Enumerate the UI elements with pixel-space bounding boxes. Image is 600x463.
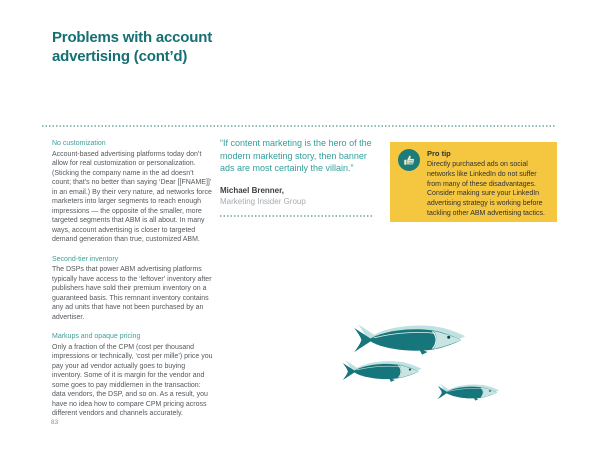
quote-divider — [220, 215, 372, 217]
quote-author: Michael Brenner, — [220, 185, 285, 195]
page-number: 83 — [51, 419, 59, 426]
section-heading: No customization — [52, 140, 106, 147]
page-title: Problems with account advertising (cont’d) — [52, 29, 212, 65]
section-heading: Markups and opaque pricing — [52, 333, 141, 340]
section-heading: Second-tier inventory — [52, 255, 119, 263]
pro-tip-title: Pro tip — [427, 149, 451, 158]
section-body: The DSPs that power ABM advertising platforms typically have access to the ‘leftover’ inventory after publishers have sold their premium inventory on a guaranteed basis. This remnant inventory contains any ad units that have not been purchased by an advertiser. — [52, 266, 212, 321]
pro-tip-box — [390, 142, 557, 222]
fish-small-icon — [436, 382, 499, 403]
top-divider — [42, 125, 556, 127]
section-markups-opaque-pricing — [52, 332, 214, 419]
pro-tip-content — [427, 149, 549, 219]
section-no-customization — [52, 139, 214, 245]
fish-medium-icon — [340, 358, 422, 385]
section-body: Only a fraction of the CPM (cost per thousand impressions or technically, ‘cost per mille’) price you pay your ad vendor actually goes to buying inventory. Some of it is margin for the vendor and some goes to pay middlemen in the transaction: data vendors, the DSP, and so on. As a result, you have no idea how to compare CPM pricing across different vendors and channels accurately. — [52, 343, 213, 417]
fish-large-icon — [350, 321, 466, 359]
section-body: Account-based advertising platforms today don’t allow for real customization or personalization. (Sticking the company name in the ad doesn’t count; that’s no better than saying ‘Dear [[FNAME]]’ in an email.) By their very nature, ad networks force marketers into larger segments to reach enough impressions — the opposite of the smaller, more targeted segments that ABM is all about. In many ways, account advertising is closer to targeted demand generation than true, customized ABM. — [52, 150, 212, 243]
pro-tip-body: Directly purchased ads on social networks like LinkedIn do not suffer from many of these disadvantages. Consider making sure your LinkedIn advertising strategy is working before tackling other ABM advertising tactics. — [427, 161, 545, 217]
body-column — [52, 139, 214, 429]
pull-quote — [220, 137, 372, 217]
section-second-tier-inventory — [52, 255, 214, 323]
quote-organization: Marketing Insider Group — [220, 196, 306, 206]
quote-text: “If content marketing is the hero of the modern marketing story, then banner ads are most certainly the villain.” — [220, 138, 372, 173]
thumbs-up-icon — [398, 149, 420, 171]
